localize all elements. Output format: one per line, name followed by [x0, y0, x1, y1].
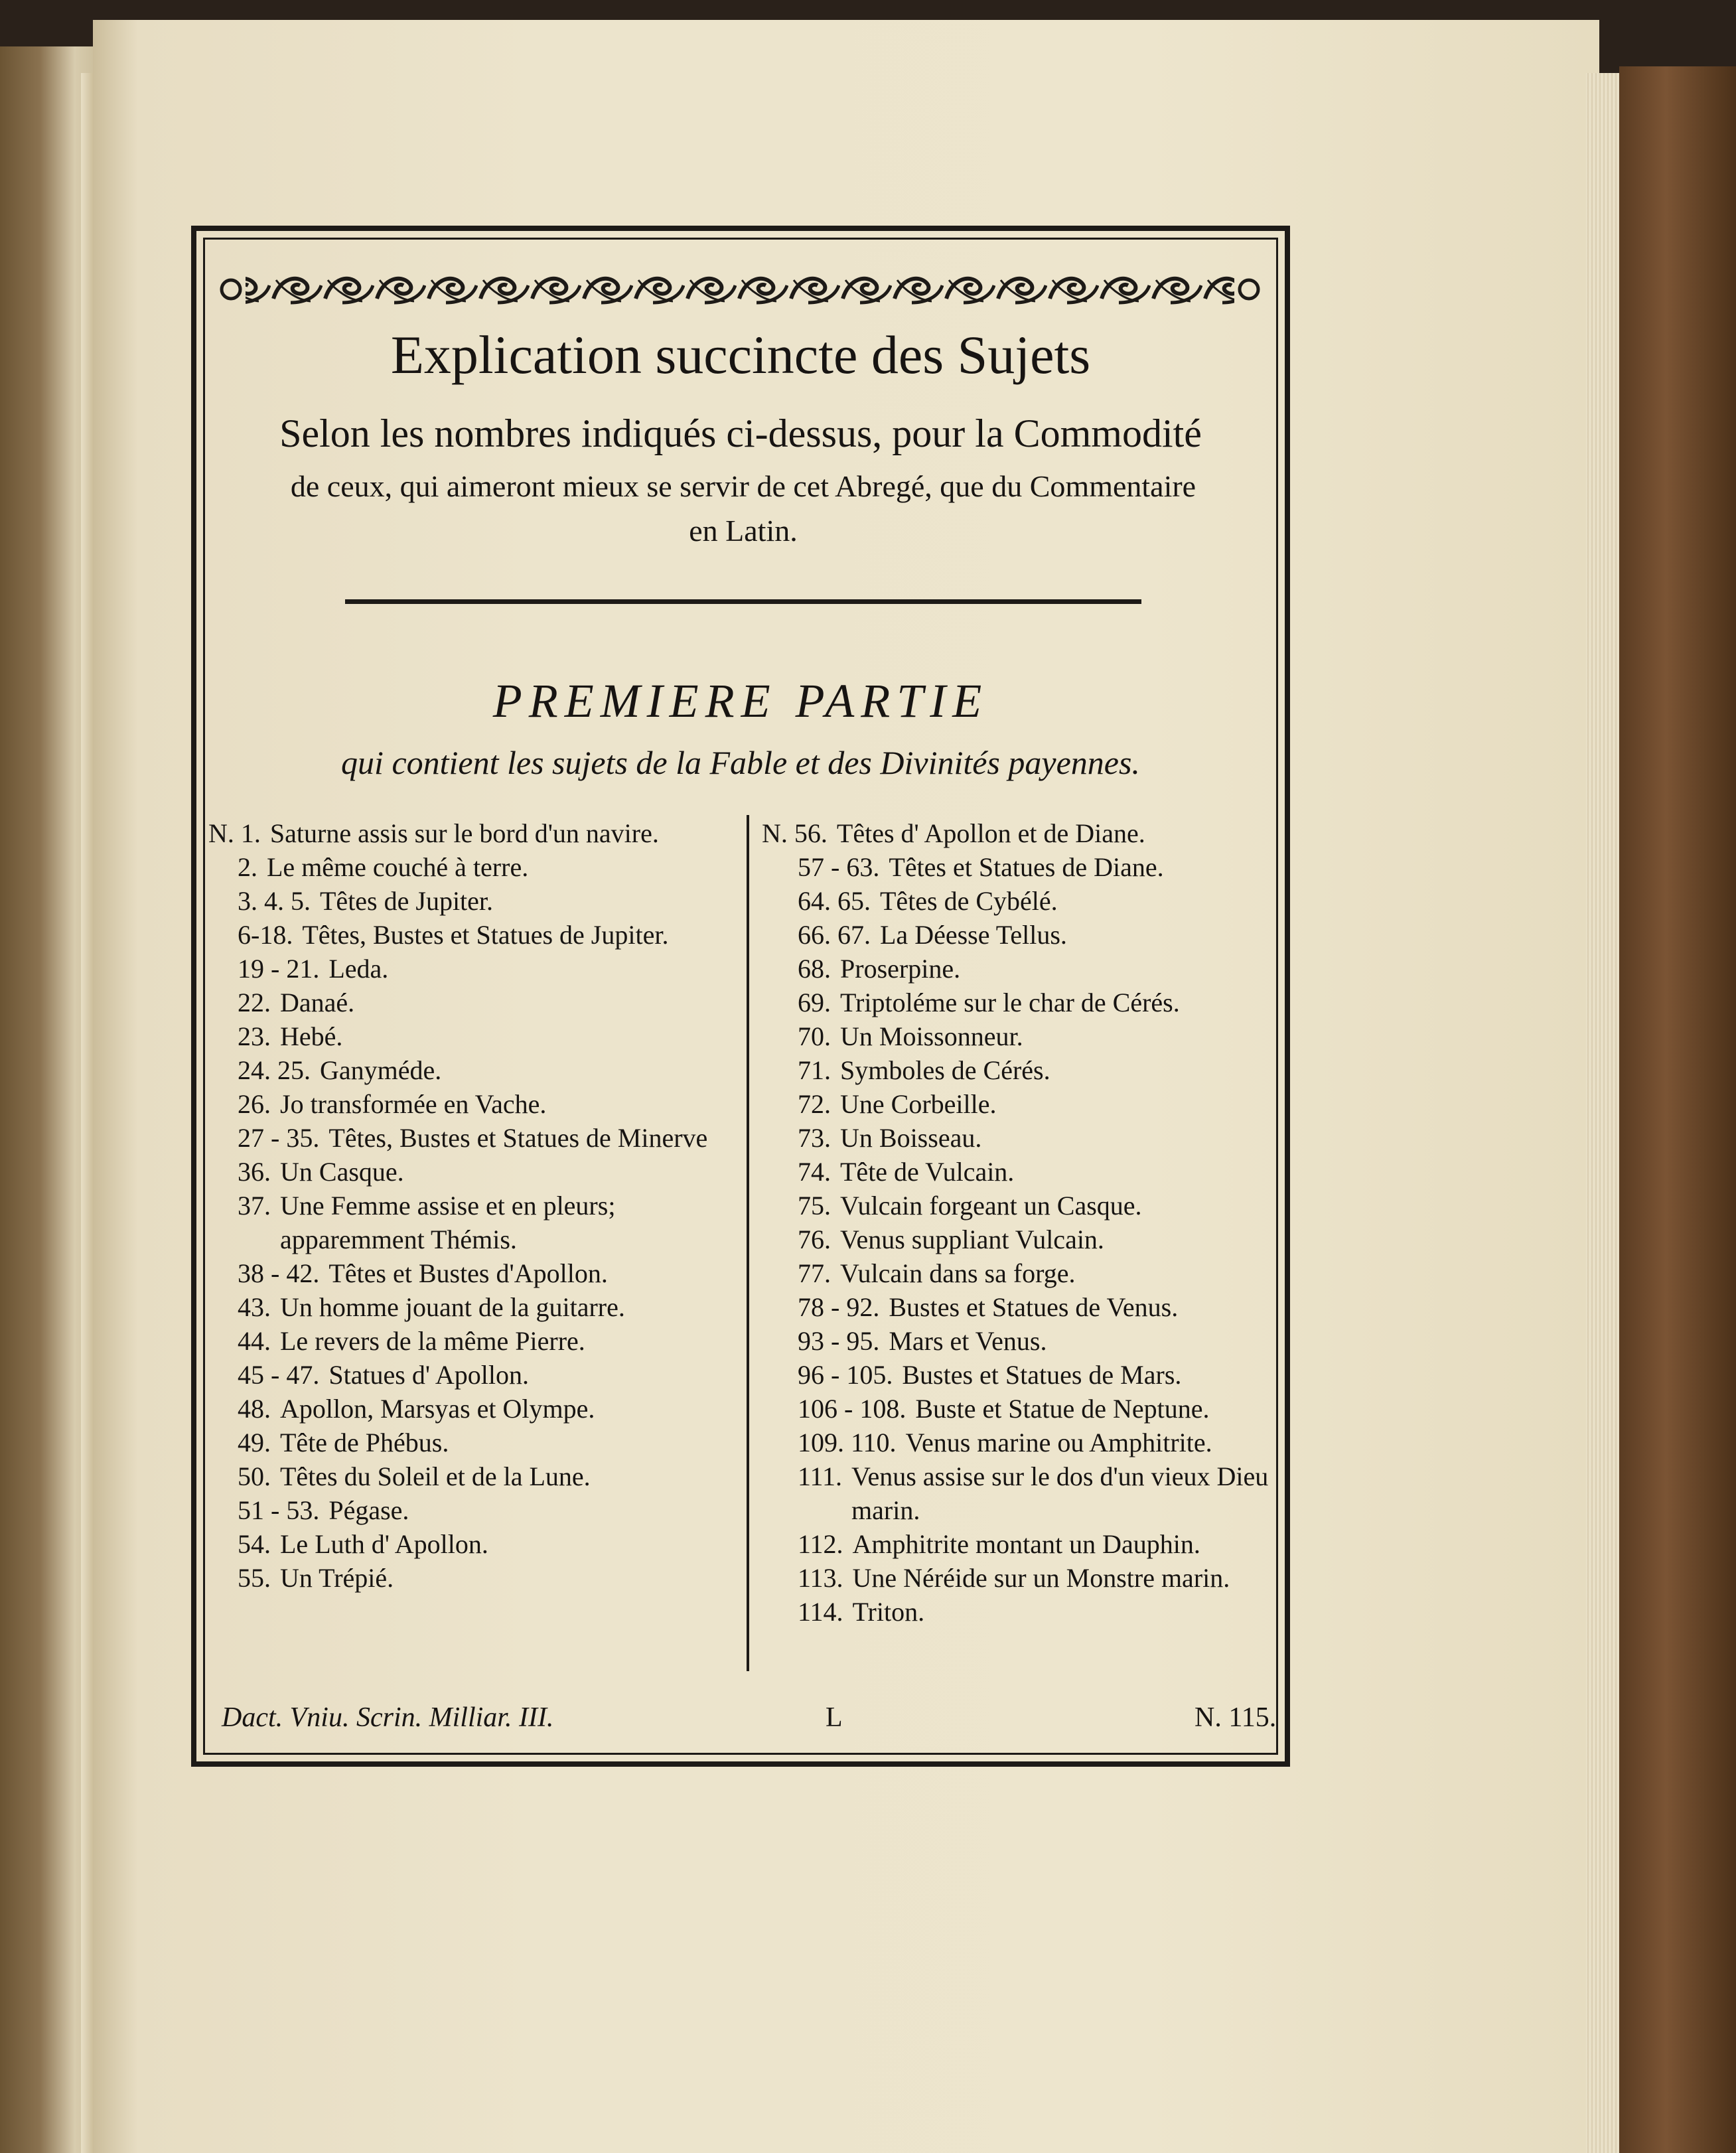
list-item [208, 1527, 739, 1561]
list-item [208, 1087, 739, 1121]
entry-text: Le Luth d' Apollon. [280, 1529, 488, 1559]
list-item [208, 884, 739, 918]
entry-text: Buste et Statue de Neptune. [915, 1394, 1210, 1424]
entry-number: 43. [238, 1292, 271, 1322]
entry-number: 44. [238, 1326, 271, 1356]
entry-number: 71. [798, 1055, 831, 1085]
entry-number: 70. [798, 1021, 831, 1051]
entry-text: Une Femme assise et en pleurs; apparemment Thémis. [280, 1191, 616, 1254]
entry-text: Têtes, Bustes et Statues de Jupiter. [302, 920, 669, 950]
entry-text: Le même couché à terre. [267, 852, 529, 882]
entry-text: Vulcain forgeant un Casque. [840, 1191, 1142, 1221]
entry-text: Le revers de la même Pierre. [280, 1326, 585, 1356]
page-title: Explication succincte des Sujets [390, 325, 1091, 385]
list-item [208, 1459, 739, 1493]
entry-number: 111. [798, 1461, 843, 1491]
list-item [208, 952, 739, 986]
entry-number: 96 - 105. [798, 1360, 893, 1390]
list-item [208, 918, 739, 952]
entry-text: Têtes et Bustes d'Apollon. [328, 1258, 608, 1288]
entry-number: 26. [238, 1089, 271, 1119]
entry-text: Bustes et Statues de Mars. [902, 1360, 1182, 1390]
list-item [762, 1392, 1286, 1426]
list-item [762, 1595, 1286, 1629]
list-item [208, 1426, 739, 1459]
list-item [762, 986, 1286, 1019]
list-item [762, 1324, 1286, 1358]
entry-text: Hebé. [280, 1021, 343, 1051]
list-item [762, 1459, 1286, 1527]
list-item [208, 1493, 739, 1527]
entry-text: Têtes de Jupiter. [320, 886, 494, 916]
entry-number: 48. [238, 1394, 271, 1424]
list-item [762, 1426, 1286, 1459]
part-subheading: qui contient les sujets de la Fable et des Divinités payennes. [341, 744, 1140, 781]
list-item [762, 1223, 1286, 1256]
list-item [208, 1358, 739, 1392]
entry-number: 22. [238, 988, 271, 1017]
entry-number: 50. [238, 1461, 271, 1491]
list-item [208, 1290, 739, 1324]
entry-number: 75. [798, 1191, 831, 1221]
entry-text: Mars et Venus. [889, 1326, 1047, 1356]
list-item [762, 1189, 1286, 1223]
entry-number: 54. [238, 1529, 271, 1559]
entry-text: Tête de Vulcain. [840, 1157, 1015, 1187]
entry-number: 3. 4. 5. [238, 886, 311, 916]
entry-number: 113. [798, 1563, 843, 1593]
entry-text: Proserpine. [840, 954, 961, 984]
entry-number: 76. [798, 1225, 831, 1254]
list-item [208, 850, 739, 884]
list-item [762, 1358, 1286, 1392]
entry-text: Un Moissonneur. [840, 1021, 1023, 1051]
right-column [762, 816, 1286, 1629]
entry-number: 6-18. [238, 920, 293, 950]
list-item [762, 952, 1286, 986]
list-item [762, 1087, 1286, 1121]
entry-text: Symboles de Cérés. [840, 1055, 1050, 1085]
entry-number: 106 - 108. [798, 1394, 906, 1424]
entry-text: Une Néréide sur un Monstre marin. [852, 1563, 1230, 1593]
entry-text: Amphitrite montant un Dauphin. [852, 1529, 1200, 1559]
entry-number: 37. [238, 1191, 271, 1221]
entry-number: 45 - 47. [238, 1360, 320, 1390]
entry-text: Têtes, Bustes et Statues de Minerve [328, 1123, 708, 1153]
entry-number: 66. 67. [798, 920, 871, 950]
entry-text: Triptoléme sur le char de Cérés. [840, 988, 1180, 1017]
entry-text: Un Casque. [280, 1157, 404, 1187]
entry-number: 24. 25. [238, 1055, 311, 1085]
entry-text: Venus marine ou Amphitrite. [905, 1428, 1212, 1457]
entry-number: 109. 110. [798, 1428, 897, 1457]
entry-text: La Déesse Tellus. [880, 920, 1067, 950]
list-item [762, 884, 1286, 918]
entry-text: Bustes et Statues de Venus. [889, 1292, 1179, 1322]
footer-signature-letter: L [826, 1702, 843, 1733]
list-item [208, 1121, 739, 1155]
footer-catchword: N. 115. [1194, 1702, 1277, 1733]
book-cover-right [1619, 66, 1736, 2153]
entry-text: Un Trépié. [280, 1563, 394, 1593]
list-item [208, 1053, 739, 1087]
list-item [762, 1019, 1286, 1053]
entry-number: 78 - 92. [798, 1292, 880, 1322]
entry-text: Pégase. [328, 1495, 409, 1525]
entry-number: 114. [798, 1597, 843, 1627]
page-subtitle-continued: de ceux, qui aimeront mieux se servir de cet Abregé, que du Commentaire en Latin. [290, 469, 1196, 548]
entry-text: Têtes et Statues de Diane. [889, 852, 1164, 882]
entry-text: Vulcain dans sa forge. [840, 1258, 1076, 1288]
entry-text: Saturne assis sur le bord d'un navire. [269, 818, 659, 848]
left-column [208, 816, 739, 1595]
entry-text: Danaé. [280, 988, 355, 1017]
entry-number: 27 - 35. [238, 1123, 320, 1153]
entry-number: 72. [798, 1089, 831, 1119]
entry-number: 57 - 63. [798, 852, 880, 882]
entry-number: 68. [798, 954, 831, 984]
list-item [762, 1561, 1286, 1595]
column-divider [747, 815, 749, 1671]
entry-text: Leda. [328, 954, 389, 984]
list-item [208, 1392, 739, 1426]
entry-text: Têtes d' Apollon et de Diane. [836, 818, 1145, 848]
entry-number: 64. 65. [798, 886, 871, 916]
list-item [762, 816, 1286, 850]
entry-text: Apollon, Marsyas et Olympe. [280, 1394, 595, 1424]
footer-signature: Dact. Vniu. Scrin. Milliar. III. [222, 1702, 554, 1733]
entry-number: 77. [798, 1258, 831, 1288]
entry-text: Triton. [852, 1597, 925, 1627]
decorative-ornament-band [219, 271, 1261, 308]
list-item [762, 1290, 1286, 1324]
entry-text: Un Boisseau. [840, 1123, 982, 1153]
list-item [762, 918, 1286, 952]
list-item [208, 986, 739, 1019]
entry-text: Statues d' Apollon. [328, 1360, 529, 1390]
list-item [762, 1121, 1286, 1155]
list-item [208, 816, 739, 850]
list-item [762, 850, 1286, 884]
list-item [208, 1019, 739, 1053]
entry-number: 69. [798, 988, 831, 1017]
list-item [208, 1561, 739, 1595]
entry-number: 74. [798, 1157, 831, 1187]
entry-number: 49. [238, 1428, 271, 1457]
list-item [762, 1256, 1286, 1290]
list-item [208, 1256, 739, 1290]
entry-number: 51 - 53. [238, 1495, 320, 1525]
part-heading: PREMIERE PARTIE [492, 674, 989, 727]
entry-text: Une Corbeille. [840, 1089, 997, 1119]
entry-text: Venus assise sur le dos d'un vieux Dieu marin. [851, 1461, 1269, 1525]
entry-number: N. 1. [208, 818, 261, 848]
list-item [208, 1189, 739, 1256]
entry-number: 55. [238, 1563, 271, 1593]
entry-text: Jo transformée en Vache. [280, 1089, 547, 1119]
entry-text: Un homme jouant de la guitarre. [280, 1292, 625, 1322]
book-page-edge-left [81, 73, 93, 2153]
entry-text: Ganyméde. [320, 1055, 442, 1085]
entry-number: 2. [238, 852, 257, 882]
entry-number: N. 56. [762, 818, 828, 848]
list-item [762, 1053, 1286, 1087]
entry-number: 93 - 95. [798, 1326, 880, 1356]
list-item [208, 1324, 739, 1358]
entry-number: 23. [238, 1021, 271, 1051]
entry-text: Tête de Phébus. [280, 1428, 449, 1457]
list-item [762, 1155, 1286, 1189]
entry-number: 36. [238, 1157, 271, 1187]
entry-number: 112. [798, 1529, 843, 1559]
page-subtitle: Selon les nombres indiqués ci-dessus, pour la Commodité [279, 411, 1202, 455]
entry-text: Têtes de Cybélé. [880, 886, 1058, 916]
list-item [762, 1527, 1286, 1561]
entry-number: 19 - 21. [238, 954, 320, 984]
entry-number: 73. [798, 1123, 831, 1153]
entry-text: Têtes du Soleil et de la Lune. [280, 1461, 591, 1491]
horizontal-rule [345, 599, 1141, 604]
entry-number: 38 - 42. [238, 1258, 320, 1288]
list-item [208, 1155, 739, 1189]
entry-text: Venus suppliant Vulcain. [840, 1225, 1104, 1254]
